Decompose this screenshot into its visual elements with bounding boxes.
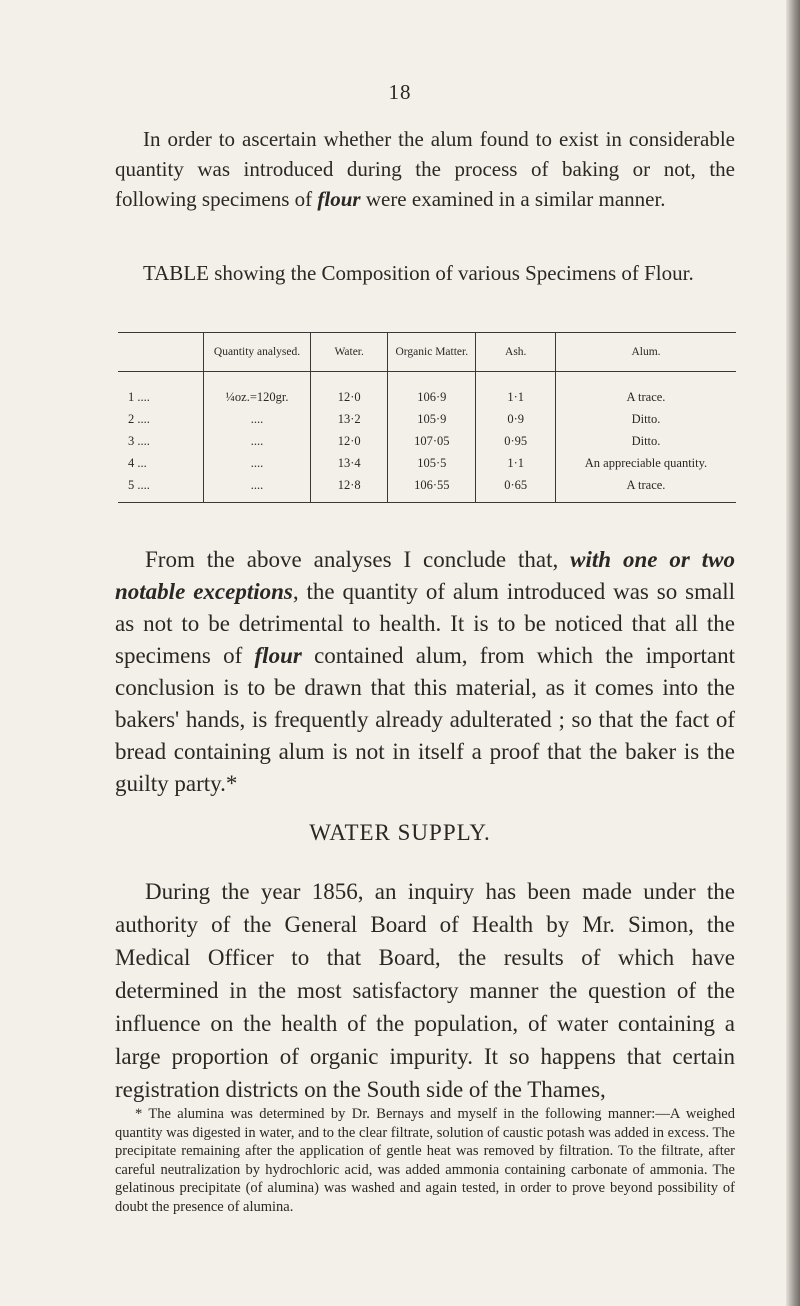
flour-emphasis: flour <box>317 187 361 211</box>
cell-alum: An appreciable quantity. <box>555 452 736 474</box>
cell-water: 13·2 <box>311 408 388 430</box>
cell-specimen: 5 .... <box>128 477 150 492</box>
table-row <box>118 452 736 474</box>
cell-alum: Ditto. <box>555 430 736 452</box>
cell-alum: Ditto. <box>555 408 736 430</box>
intro-paragraph: In order to ascertain whether the alum found to exist in considerable quantity was introduced during the process of baking or not, the following specimens of flour were examined in a similar manner. <box>115 127 735 211</box>
cell-water: 12·0 <box>311 386 388 408</box>
cell-organic: 106·55 <box>388 474 476 503</box>
cell-quantity: ¼oz.=120gr. <box>203 386 310 408</box>
table-spacer-row <box>118 372 736 387</box>
cell-quantity: .... <box>203 452 310 474</box>
cell-organic: 107·05 <box>388 430 476 452</box>
table-caption: TABLE showing the Composition of various Specimens of Flour. <box>143 261 694 285</box>
cell-specimen: 3 .... <box>128 433 150 448</box>
header-alum: Alum. <box>555 333 736 372</box>
cell-ash: 0·9 <box>476 408 556 430</box>
cell-water: 12·8 <box>311 474 388 503</box>
page-edge-shadow <box>786 0 800 1306</box>
header-ash: Ash. <box>476 333 556 372</box>
cell-quantity: .... <box>203 430 310 452</box>
cell-organic: 105·9 <box>388 408 476 430</box>
flour-composition-table <box>118 332 736 503</box>
table-header-row <box>118 333 736 372</box>
cell-ash: 1·1 <box>476 386 556 408</box>
cell-alum: A trace. <box>555 474 736 503</box>
header-specimen <box>118 333 203 372</box>
table-row <box>118 474 736 503</box>
cell-ash: 0·65 <box>476 474 556 503</box>
water-supply-paragraph: During the year 1856, an inquiry has been made under the authority of the General Board of Health by Mr. Simon, the Medical Officer to that Board, the results of which have determined in the most satisfactory manner the question of the influence on the health of the population, of water containing a large proportion of organic impurity. It so happens that certain registration districts on the South side of the Thames, <box>115 879 735 1102</box>
table-row <box>118 408 736 430</box>
footnote: * The alumina was determined by Dr. Bernays and myself in the following manner:—A weighed quantity was digested in water, and to the clear filtrate, solution of caustic potash was added in excess. The precipitate remaining after the application of gentle heat was removed by filtration. To the filtrate, after careful neutralization by hydrochloric acid, was added ammonia containing carbonate of ammonia. The gelatinous precipitate (of alumina) was washed and again tested, in order to prove beyond possibility of doubt the presence of alumina. <box>115 1106 735 1215</box>
header-organic-matter: Organic Matter. <box>388 333 476 372</box>
table-row <box>118 386 736 408</box>
cell-ash: 1·1 <box>476 452 556 474</box>
section-heading-water-supply: WATER SUPPLY. <box>309 820 491 845</box>
header-quantity: Quantity analysed. <box>203 333 310 372</box>
cell-water: 13·4 <box>311 452 388 474</box>
cell-ash: 0·95 <box>476 430 556 452</box>
cell-specimen: 1 .... <box>128 389 150 404</box>
cell-quantity: .... <box>203 474 310 503</box>
header-water: Water. <box>311 333 388 372</box>
exceptions-emphasis: with one or two notable exceptions <box>115 547 735 604</box>
page-number: 18 <box>388 80 412 104</box>
conclusion-paragraph: From the above analyses I conclude that, with one or two notable exceptions, the quantity of alum introduced was so small as not to be detrimental to health. It is to be noticed that all the specimens of flour contained alum, from which the important conclusion is to be drawn that this material, as it comes into the bakers' hands, is frequently already adulterated ; so that the fact of bread containing alum is not in itself a proof that the baker is the guilty party.* <box>115 547 736 796</box>
cell-organic: 106·9 <box>388 386 476 408</box>
flour-emphasis: flour <box>254 643 302 668</box>
cell-organic: 105·5 <box>388 452 476 474</box>
table-row <box>118 430 736 452</box>
cell-alum: A trace. <box>555 386 736 408</box>
cell-specimen: 4 ... <box>128 455 147 470</box>
cell-water: 12·0 <box>311 430 388 452</box>
cell-specimen: 2 .... <box>128 411 150 426</box>
cell-quantity: .... <box>203 408 310 430</box>
